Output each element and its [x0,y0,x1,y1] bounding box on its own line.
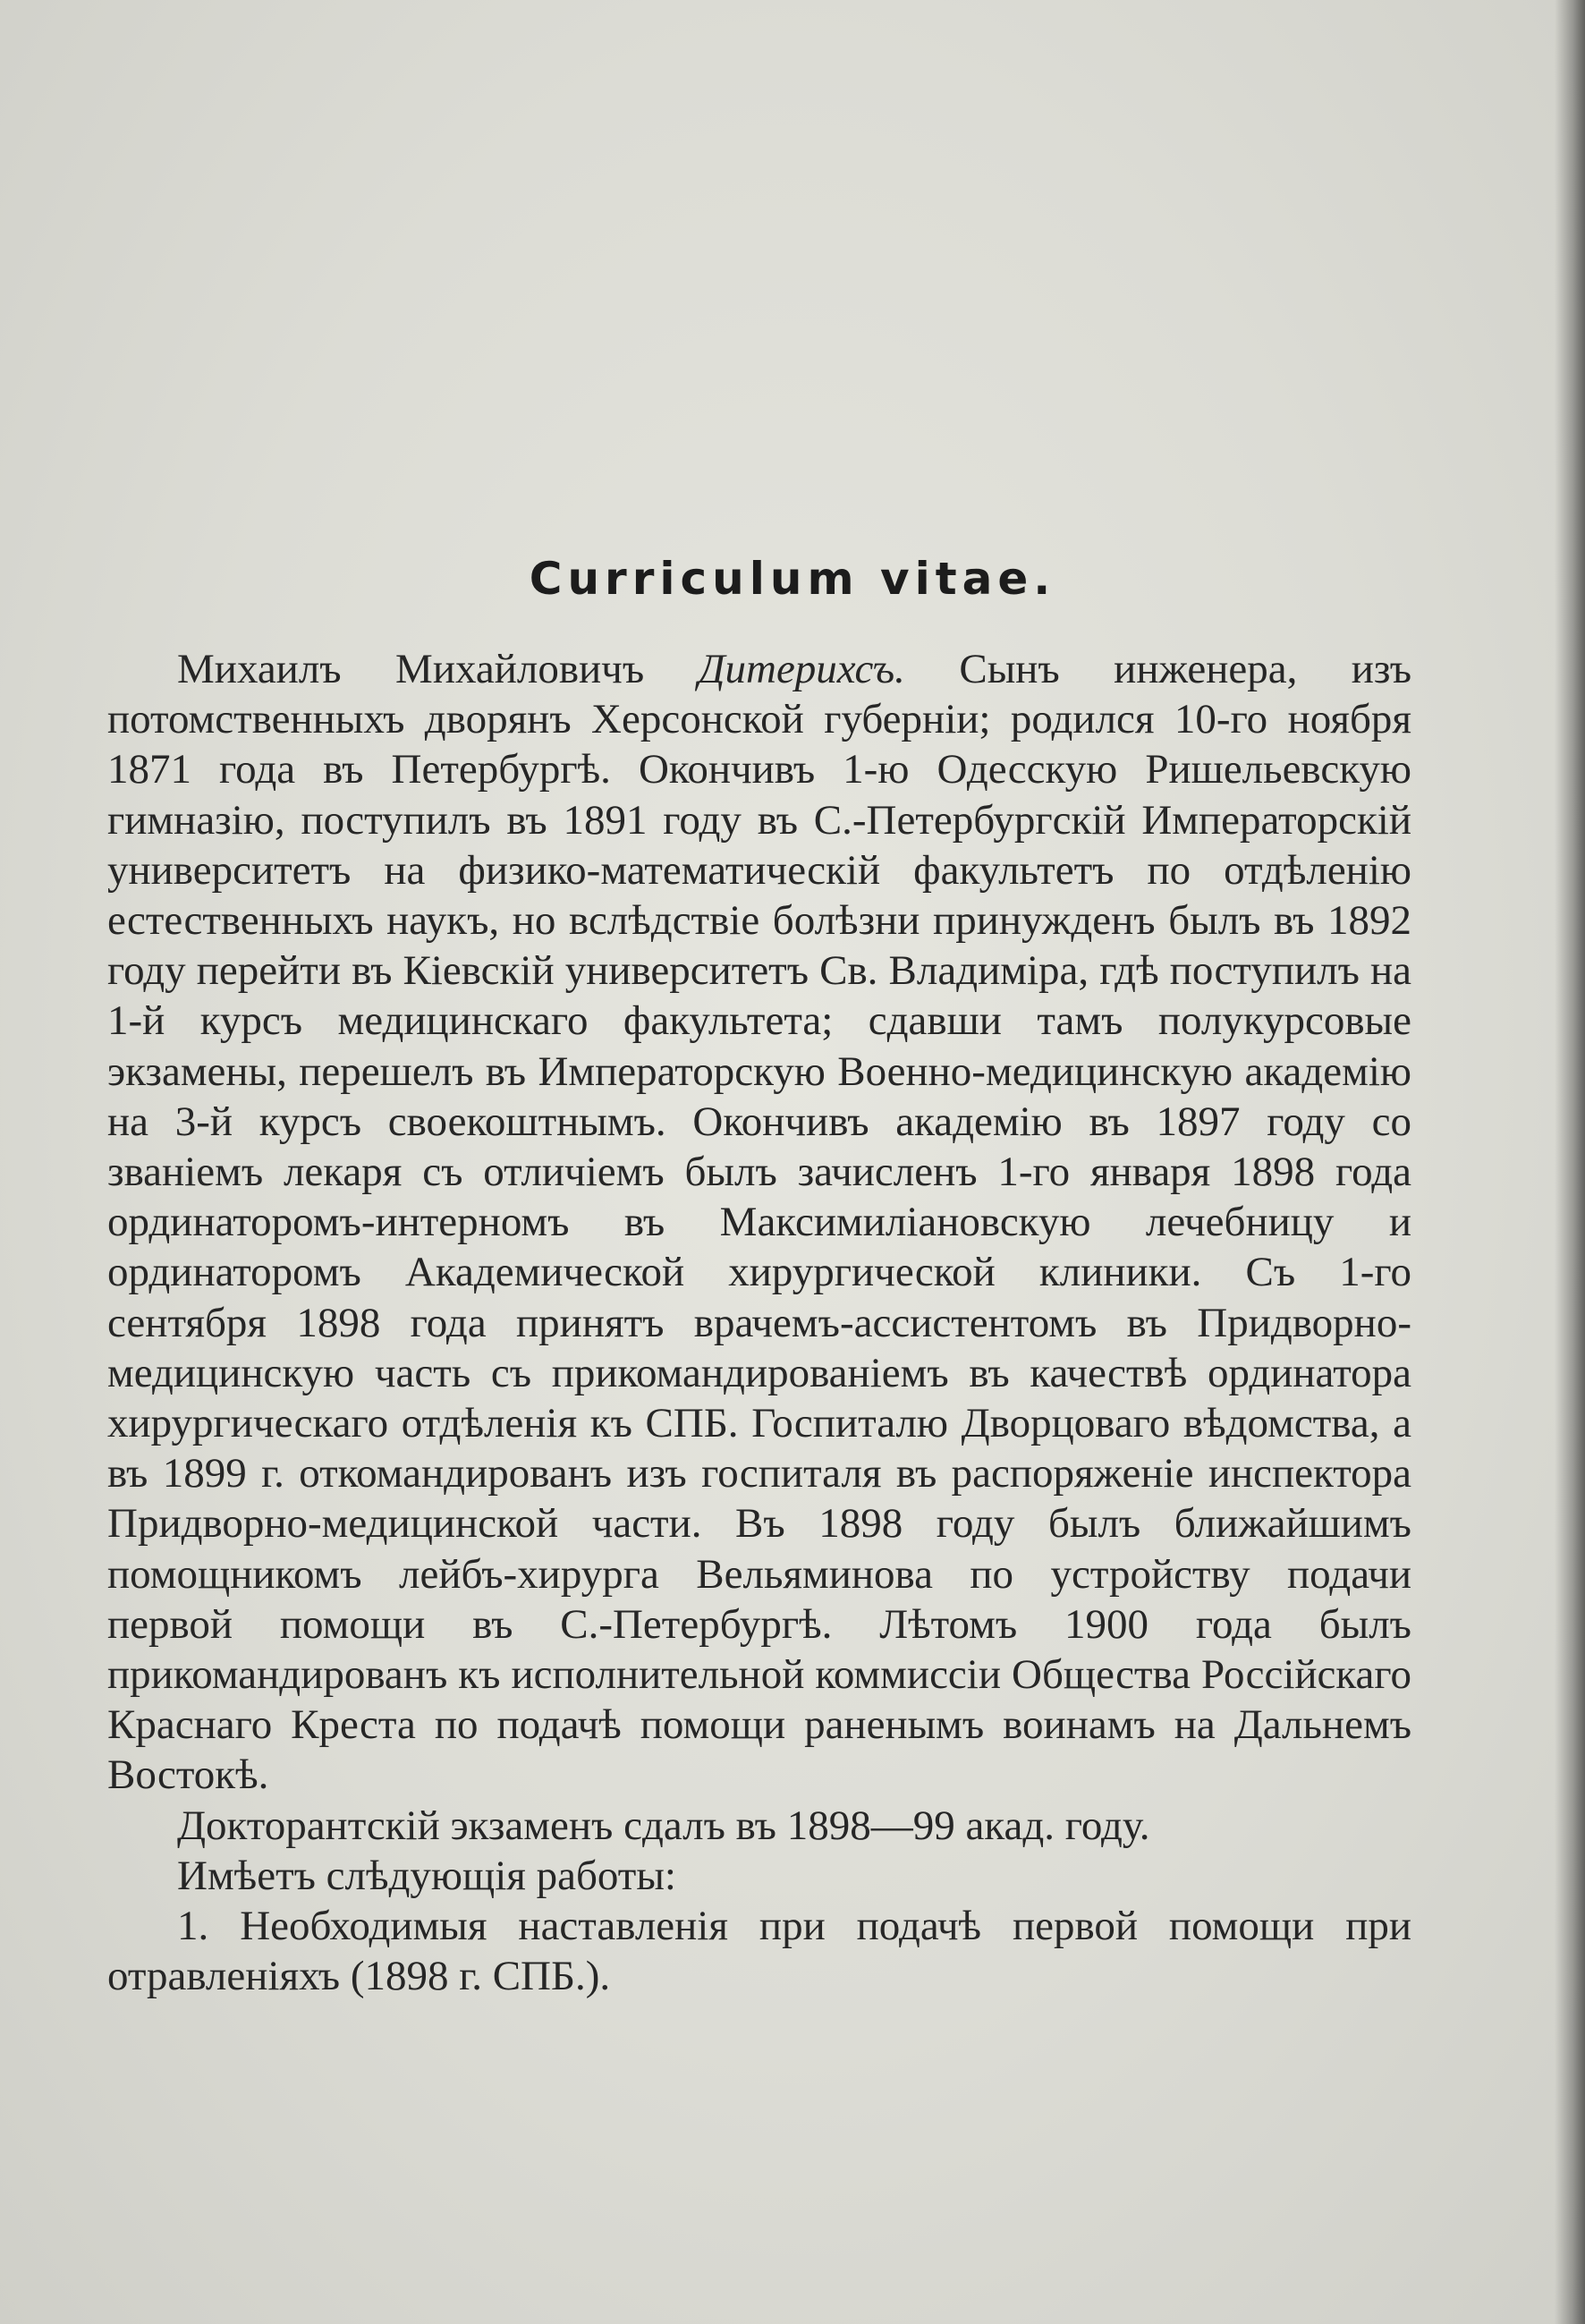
paragraph-lead-text: Михаилъ Михайловичъ [177,646,699,692]
page-edge-shadow [1555,0,1585,2324]
page-title: Curriculum vitae. [529,553,1056,605]
work-item-1: 1. Необходимыя наставленія при подачѣ первой помощи при отравленіяхъ (1898 г. СПБ.). [107,1903,1411,2000]
exam-paragraph: Докторантскій экзаменъ сдалъ въ 1898—99 акад. году. [177,1802,1150,1849]
works-heading-paragraph: Имѣетъ слѣдующія работы: [177,1852,676,1899]
paragraph-rest-text: Сынъ инженера, изъ потомственныхъ дворянъ Херсонской губерніи; родился 10-го ноября 1871 года въ Петербургѣ. Окончивъ 1-ю Одесскую Ришельевскую гимназію, поступилъ въ 1891 году въ С.-Петербургскій Императорскій университетъ на физико-математическій факультетъ по отдѣленію естественныхъ наукъ, но вслѣдствіе болѣзни принужденъ былъ въ 1892 году перейти въ Кіевскій университетъ Св. Владиміра, гдѣ поступилъ на 1-й курсъ медицинскаго факультета; сдавши тамъ полукурсовые экзамены, перешелъ въ Императорскую Военно-медицинскую академію на 3-й курсъ своекоштнымъ. Окончивъ академію въ 1897 году со званіемъ лекаря съ отличіемъ былъ зачисленъ 1-го января 1898 года ординаторомъ-интерномъ въ Максимиліановскую лечебницу и ординаторомъ Академической хирургической клиники. Съ 1-го сентября 1898 года принятъ врачемъ-ассистентомъ въ Придворно-медицинскую часть съ прикомандированіемъ въ качествѣ ординатора хирургическаго отдѣленія къ СПБ. Госпиталю Дворцоваго вѣдомства, а въ 1899 г. откомандированъ изъ госпиталя въ распоряженіе инспектора Придворно-медицинской части. Въ 1898 году былъ ближайшимъ помощникомъ лейбъ-хирурга Вельяминова по устройству подачи первой помощи въ С.-Петербургѣ. Лѣтомъ 1900 года былъ прикомандированъ къ исполнительной коммиссіи Общества Россійскаго Краснаго Креста по подачѣ помощи раненымъ воинамъ на Дальнемъ Востокѣ. [107,646,1412,1799]
biography-paragraph [107,644,1411,1801]
surname-italic: Дитерихсъ. [698,646,905,692]
body-text [107,644,1411,2001]
